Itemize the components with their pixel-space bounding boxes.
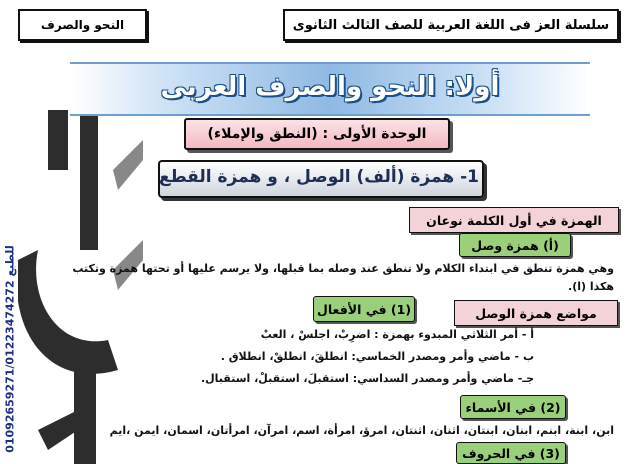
main-title: أولا: النحو والصرف العربى [160,72,500,102]
series-title: سلسلة العز فى اللغة العربية للصف الثالث الثانوى [292,17,610,33]
nouns-label: (2) في الأسماء [460,395,566,419]
side-contact-text: للطبع 01092659271/01223474272 [3,245,17,453]
subject-title: النحو والصرف [40,18,125,32]
verb-item-2: ب - ماضي وأمر ومصدر الخماسي: انطلقَ، انطلقْ، انطلاق . [220,350,534,363]
letters-label: (3) في الحروف [456,442,566,464]
series-title-box [283,9,619,41]
hamzat-wasl-label: (أ) همزة وصل [459,233,571,257]
verb-item-3: جـ- ماضي وأمر ومصدر السداسي: استقبلَ، استقبلْ، استقبال. [200,372,534,385]
section-heading: الهمزة في أول الكلمة نوعان [409,207,619,233]
subject-box [18,9,147,41]
definition-line-1: وهي همزة تنطق في ابتداء الكلام ولا تنطق عند وصله بما قبلها، ولا يرسم عليها أو تحتها همزة وتكتب [72,262,614,275]
unit-title: الوحدة الأولى : (النطق والإملاء) [184,118,450,150]
definition-line-2: هكذا (ا). [568,280,614,293]
verbs-label-text: (1) في الأفعال [316,301,412,317]
verbs-label [313,296,415,322]
verb-item-1: أ - أمر الثلاثي المبدوء بهمزة : اضرِبْ، اجلسْ ، العبْ [260,328,534,341]
nouns-text: ابن، ابنة، ابنم، ابنان، ابنتان، اثنان، اثنتان، امرؤ، امرأة، اسم، امرآن، امرأتان، اسمان، ايمن ،ايم [109,424,614,437]
positions-heading: مواضع همزة الوصل [454,300,618,326]
lesson-title: 1- همزة (ألف) الوصل ، و همزة القطع [158,167,480,187]
